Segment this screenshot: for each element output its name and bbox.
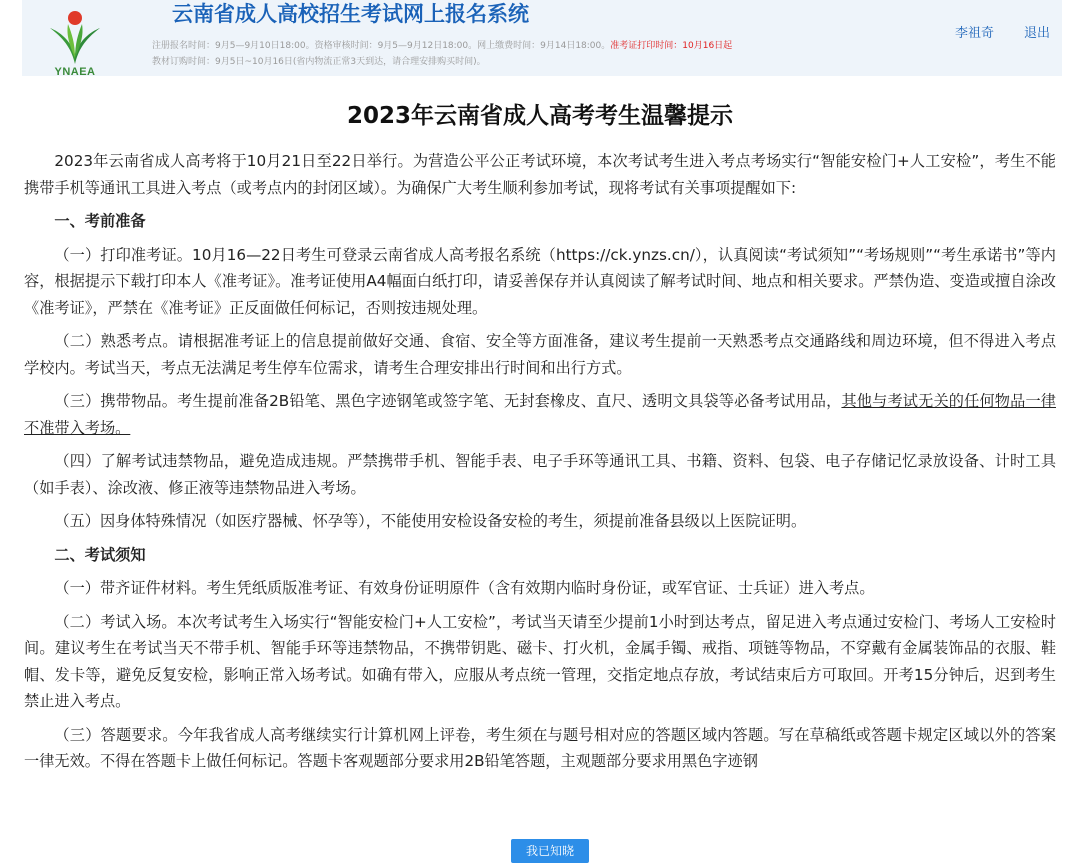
paragraph-prohibited: （四）了解考试违禁物品，避免造成违规。严禁携带手机、智能手表、电子手环等通讯工具、书籍、资料、包袋、电子存储记忆录放设备、计时工具（如手表）、涂改液、修正液等违禁物品进入考场。 [24,452,1056,497]
notice-content[interactable] [24,148,1056,828]
section-heading-preparation: 一、考前准备 [54,212,146,230]
items-text: （三）携带物品。考生提前准备2B铅笔、黑色字迹钢笔或签字笔、无封套橡皮、直尺、透明文具袋等必备考试用品， [54,392,842,410]
schedule-notice-text: 注册报名时间：9月5—9月10日18:00。资格审核时间：9月5—9月12日18:00。网上缴费时间：9月14日18:00。 [152,41,611,51]
paragraph-entry: （二）考试入场。本次考试考生入场实行“智能安检门+人工安检”，考试当天请至少提前1小时到达考点，留足进入考点通过安检门、考场人工安检时间。建议考生在考试当天不带手机、智能手环等违禁物品，不携带钥匙、磁卡、打火机，金属手镯、戒指、项链等物品，不穿戴有金属装饰品的衣服、鞋帽、发卡等，避免反复安检，影响正常入场考试。如确有带入，应服从考点统一管理，交指定地点存放，考试结束后方可取回。开考15分钟后，迟到考生禁止进入考点。 [24,612,1056,710]
paragraph-print-admission: （一）打印准考证。10月16—22日考生可登录云南省成人高考报名系统（https://ck.ynzs.cn/），认真阅读“考试须知”“考场规则”“考生承诺书”等内容，根据提示下载打印本人《准考证》。准考证使用A4幅面白纸打印，请妥善保存并认真阅读了解考试时间、地点和相关要求。严禁伪造、变造或擅自涂改《准考证》，严禁在《准考证》正反面做任何标记，否则按违规处理。 [24,245,1056,317]
site-header [22,0,1062,76]
items-warning-underlined: 其他与考试无关的任何物品一律不准带入考场。 [24,392,1056,437]
schedule-notice-line1 [152,38,732,51]
logo-text: YNAEA [54,66,96,78]
ynaea-logo [44,6,106,78]
intro-paragraph: 2023年云南省成人高考将于10月21日至22日举行。为营造公平公正考试环境，本次考试考生进入考点考场实行“智能安检门+人工安检”，考生不能携带手机等通讯工具进入考点（或考点内的封闭区域）。为确保广大考生顺利参加考试，现将考试有关事项提醒如下: [24,152,1056,197]
paragraph-special-conditions: （五）因身体特殊情况（如医疗器械、怀孕等），不能使用安检设备安检的考生，须提前准备县级以上医院证明。 [54,512,807,530]
section-heading-exam-notes: 二、考试须知 [54,545,146,564]
schedule-notice-line2: 教材订购时间：9月5日~10月16日(省内物流正常3天到达，请合理安排购买时间)。 [152,57,486,67]
acknowledge-button[interactable]: 我已知晓 [511,839,589,863]
system-title: 云南省成人高校招生考试网上报名系统 [172,2,529,26]
logo-emblem-icon [44,6,106,66]
user-name-link[interactable]: 李祖奇 [955,26,995,41]
page-title: 2023年云南省成人高考考生温馨提示 [346,103,733,129]
paragraph-venue: （二）熟悉考点。请根据准考证上的信息提前做好交通、食宿、安全等方面准备，建议考生提前一天熟悉考点交通路线和周边环境，但不得进入考点学校内。考试当天，考点无法满足考生停车位需求，请考生合理安排出行时间和出行方式。 [24,332,1056,377]
paragraph-items [24,388,1056,441]
paragraph-documents: （一）带齐证件材料。考生凭纸质版准考证、有效身份证明原件（含有效期内临时身份证，或军官证、士兵证）进入考点。 [54,579,875,597]
logout-link[interactable]: 退出 [1024,26,1051,41]
paragraph-answering: （三）答题要求。今年我省成人高考继续实行计算机网上评卷，考生须在与题号相对应的答题区域内答题。写在草稿纸或答题卡规定区域以外的答案一律无效。不得在答题卡上做任何标记。答题卡客观题部分要求用2B铅笔答题，主观题部分要求用黑色字迹钢 [24,725,1056,770]
admission-print-notice: 准考证打印时间：10月16日起 [610,41,733,51]
